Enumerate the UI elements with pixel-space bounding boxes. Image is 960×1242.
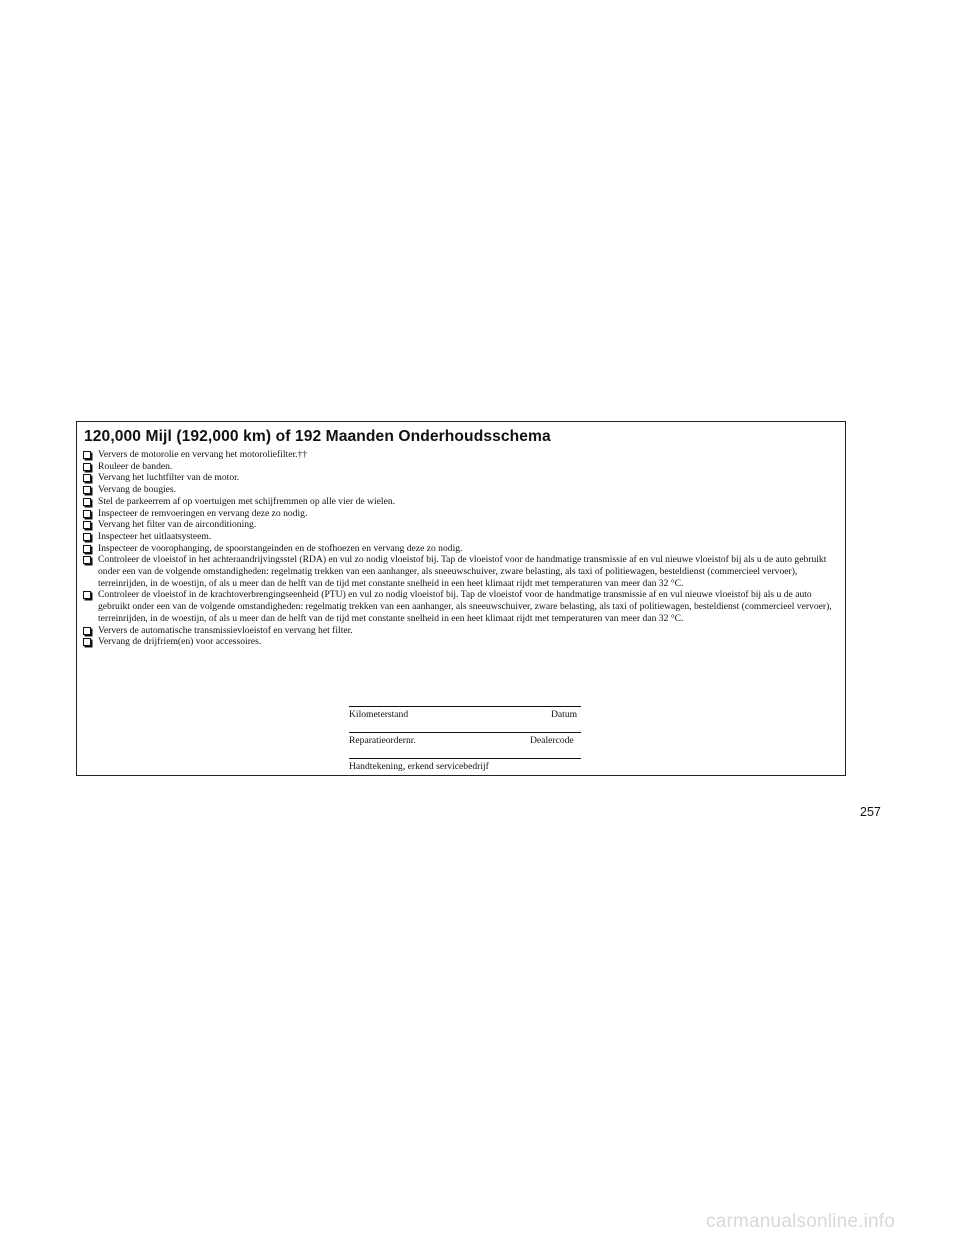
checkbox-icon[interactable] [83, 463, 91, 471]
page-number: 257 [860, 805, 881, 819]
task-text: Inspecteer de voorophanging, de spoorstangeinden en de stofhoezen en vervang deze zo nodig. [98, 542, 463, 554]
task-text: Vervang het luchtfilter van de motor. [98, 472, 240, 484]
task-item [83, 636, 839, 648]
task-item [83, 484, 839, 496]
task-text: Controleer de vloeistof in het achteraandrijvingsstel (RDA) en vul zo nodig vloeistof bij. Tap de vloeistof voor de handmatige transmissie af en vul nieuwe vloeistof bij als u de auto gebruikt onder een van de volgende omstandigheden: regelmatig trekken van een aanhanger, als sneeuwschuiver, zware belasting, als taxi of politiewagen, besteldienst (commercieel vervoer), terreinrijden, in de woestijn, of als u meer dan de helft van de tijd met constante snelheid in een heet klimaat rijdt met temperaturen van meer dan 32 °C. [98, 554, 827, 589]
mileage-date-line[interactable] [349, 706, 581, 707]
task-text: Ververs de motorolie en vervang het motoroliefilter.†† [98, 449, 308, 460]
task-item [83, 508, 839, 520]
repair-order-label: Reparatieordernr. [349, 735, 416, 746]
task-text: Ververs de automatische transmissievloeistof en vervang het filter. [98, 624, 353, 636]
checkbox-icon[interactable] [83, 521, 91, 529]
task-item [83, 543, 839, 555]
date-label: Datum [551, 709, 578, 720]
task-text: Controleer de vloeistof in de krachtoverbrengingseenheid (PTU) en vul zo nodig vloeistof bij. Tap de vloeistof voor de handmatige transmissie af en vul nieuwe vloeistof bij als u de auto gebruikt onder een van de volgende omstandigheden: regelmatig trekken van een aanhanger, als sneeuwschuiver, zware belasting, als taxi of politiewagen, besteldienst (commercieel vervoer), terreinrijden, in de woestijn, of als u meer dan de helft van de tijd met constante snelheid in een heet klimaat rijdt met temperaturen van meer dan 32 °C. [98, 589, 832, 624]
dealer-code-label: Dealercode [530, 735, 574, 746]
task-item [83, 625, 839, 637]
checkbox-icon[interactable] [83, 510, 91, 518]
repair-order-line[interactable] [349, 732, 581, 733]
checkbox-icon[interactable] [83, 474, 91, 482]
task-item [83, 449, 839, 461]
checkbox-icon[interactable] [83, 486, 91, 494]
maintenance-schedule-box [76, 421, 846, 776]
task-item [83, 554, 839, 589]
mileage-label: Kilometerstand [349, 709, 409, 720]
signature-label: Handtekening, erkend servicebedrijf [349, 761, 489, 772]
watermark-logo: carmanualsonline.info [706, 1211, 896, 1232]
task-text: Vervang de drijfriem(en) voor accessoires. [98, 636, 262, 648]
checkbox-icon[interactable] [83, 545, 91, 553]
task-text: Vervang het filter van de airconditioning. [98, 519, 257, 531]
task-item [83, 589, 839, 624]
task-item [83, 519, 839, 531]
checkbox-icon[interactable] [83, 627, 91, 635]
checkbox-icon[interactable] [83, 451, 91, 459]
checkbox-icon[interactable] [83, 591, 91, 599]
signature-line[interactable] [349, 758, 581, 759]
checkbox-icon[interactable] [83, 556, 91, 564]
task-text: Inspecteer de remvoeringen en vervang deze zo nodig. [98, 507, 308, 519]
task-item [83, 531, 839, 543]
checkbox-icon[interactable] [83, 638, 91, 646]
task-checklist [83, 449, 839, 648]
task-text: Vervang de bougies. [98, 484, 177, 496]
schedule-title: 120,000 Mijl (192,000 km) of 192 Maanden Onderhoudsschema [84, 428, 551, 445]
task-text: Stel de parkeerrem af op voertuigen met schijfremmen op alle vier de wielen. [98, 495, 396, 507]
task-item [83, 472, 839, 484]
checkbox-icon[interactable] [83, 533, 91, 541]
checkbox-icon[interactable] [83, 498, 91, 506]
task-text: Inspecteer het uitlaatsysteem. [98, 530, 212, 542]
task-item [83, 461, 839, 473]
task-text: Rouleer de banden. [98, 460, 173, 472]
task-item [83, 496, 839, 508]
